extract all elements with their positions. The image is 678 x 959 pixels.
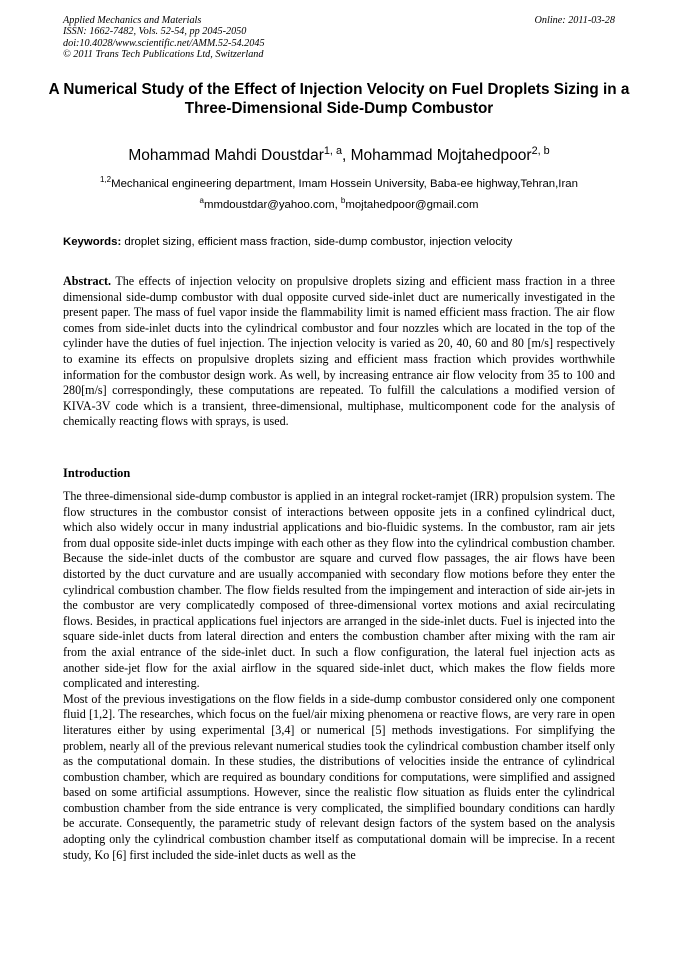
abstract [63,274,615,430]
email-separator: , [334,199,341,211]
section-heading-introduction: Introduction [63,466,131,480]
author-list [0,144,678,165]
issn-line: ISSN: 1662-7482, Vols. 52-54, pp 2045-2050 [63,26,247,38]
email-superscript: b [340,196,346,206]
email-address[interactable]: mojtahedpoor@gmail.com [345,199,479,211]
email-address[interactable]: mmdoustdar@yahoo.com [203,199,335,211]
author-separator: , [342,147,351,164]
doi-line: doi:10.4028/www.scientific.net/AMM.52-54.2045 [63,37,265,49]
journal-header [63,15,615,61]
keywords-text: droplet sizing, efficient mass fraction, side-dump combustor, injection velocity [121,236,513,248]
abstract-label: Abstract. [63,274,112,288]
online-date: Online: 2011-03-28 [534,15,615,26]
keywords [63,236,623,248]
affiliation-superscript: 1,2 [100,175,112,185]
author-name: Mohammad Mahdi Doustdar [128,147,324,164]
copyright-line: © 2011 Trans Tech Publications Ltd, Switzerland [63,49,264,61]
author-name: Mohammad Mojtahedpoor [350,147,532,164]
journal-name: Applied Mechanics and Materials [63,15,202,26]
paragraph: Most of the previous investigations on the flow fields in a side-dump combustor considered only one component fluid [1,2]. The researches, which focus on the fuel/air mixing phenomena or reactive flows, are very rare in open literatures either by using experimental [3,4] or numerical [5] methods investigations. For simplifying the problem, nearly all of the previous relevant numerical studies took the cylindrical combustion chamber itself only as the computational domain. In these studies, the distributions of velocities inside the entrance of cylindrical combustion chamber, which are required as boundary conditions for computations, were simplified and assigned based on some artificial assumptions. However, since the realistic flow situation as fluids enter the cylindrical combustion chamber from the side entrance is very complicated, the simplified boundary conditions can hardly be accurate. Consequently, the parametric study of relevant design factors of the system based on the analysis adopting only the cylindrical combustion chamber itself as computational domain will be imprecise. In a recent study, Ko [6] first included the side-inlet ducts as well as the [63,691,615,862]
affiliation [0,175,678,190]
email-superscript: a [199,196,204,206]
affiliation-text: Mechanical engineering department, Imam Hossein University, Baba-ee highway,Tehran,Iran [111,178,578,190]
paper-title: A Numerical Study of the Effect of Injection Velocity on Fuel Droplets Sizing in a Three-Dimensional Side-Dump Combustor [48,81,630,117]
keywords-label: Keywords: [63,236,122,248]
email-list [0,196,678,211]
author-superscript: 2, b [531,144,550,157]
abstract-text: The effects of injection velocity on propulsive droplets sizing and efficient mass fraction in a three dimensional side-dump combustor with dual opposite curved side-inlet duct are numerically investigated in the present paper. The mass of fuel vapor inside the flammability limit is named efficient mass fraction. The air flow comes from side-inlet ducts into the cylindrical combustor and four nozzles which are located in the top of the cylinder have the duties of fuel injection. The injection velocity is varied as 20, 40, 60 and 80 [m/s] respectively to examine its effects on propulsive droplets sizing and efficient mass fraction which provides worthwhile information for the combustor design work. As well, by increasing entrance air flow velocity from 35 to 100 and 280[m/s] correspondingly, these computations are repeated. To fulfill the calculations a modified version of KIVA-3V code which is a transient, three-dimensional, multiphase, multicomponent code for the analysis of chemically reacting flows with sprays, is used. [63,274,615,429]
author-superscript: 1, a [323,144,342,157]
paragraph: The three-dimensional side-dump combustor is applied in an integral rocket-ramjet (IRR) propulsion system. The flow structures in the combustor consist of interactions between opposite jets in a confined cylindrical duct, which also widely occur in many industrial applications and bio-fluidic systems. In the combustor, ram air jets from dual opposite side-inlet ducts impinge with each other as they flow into the cylindrical combustion chamber. Because the side-inlet ducts of the combustor are square and curved flow passages, the air flows have been distorted by the duct curvature and are usually accompanied with secondary flow motions before they enter the cylindrical combustion chamber. The flow fields resulted from the impingement and interaction of side air-jets in the combustor are very complicatedly composed of three-dimensional vortex motions and axial recirculating flows. Besides, in practical applications fuel injectors are arranged in the side-inlet ducts. Fuel is injected into the square side-inlet ducts from lateral direction and enters the combustion chamber after mixing with the ram air from the axial entrance of the side-inlet duct. In such a flow configuration, the lateral fuel injection acts as another side-jet flow for the axial airflow in the squared side-inlet duct, which makes the flow fields more complicated and interesting. [63,489,615,691]
introduction-body [63,489,615,863]
